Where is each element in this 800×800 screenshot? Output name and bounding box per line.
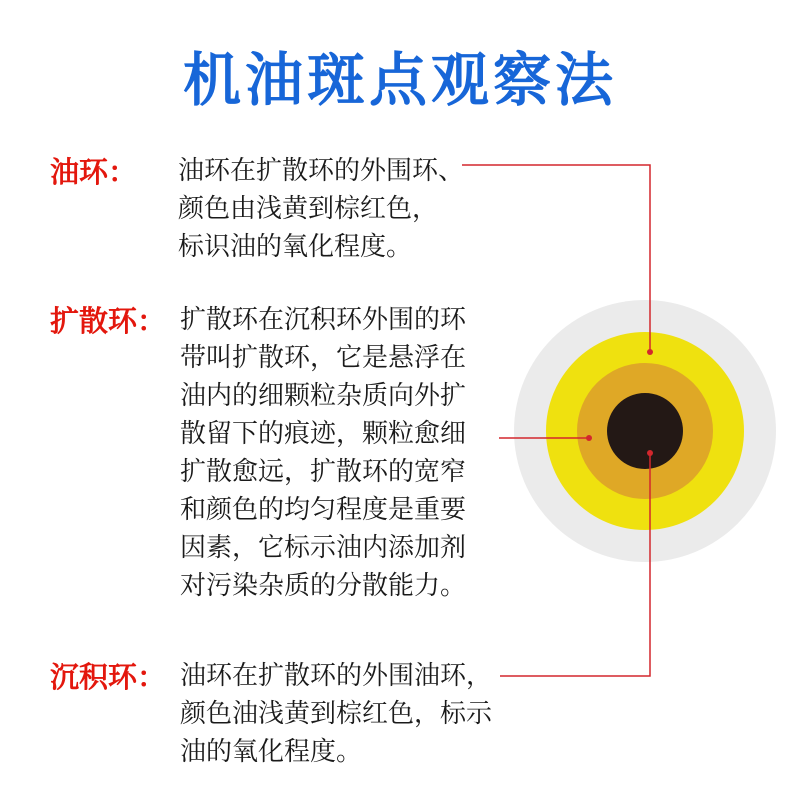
- oil-ring-description: 油环在扩散环的外围环、 颜色由浅黄到棕红色， 标识油的氧化程度。: [178, 156, 465, 262]
- outer-halo-circle: [514, 300, 776, 562]
- sediment-ring-description: 油环在扩散环的外围油环， 颜色油浅黄到棕红色，标示 油的氧化程度。: [180, 661, 493, 767]
- diffusion-ring-label: 扩散环：: [50, 304, 167, 338]
- diffusion-ring-circle: [577, 363, 713, 499]
- sediment-ring-leader-line: [500, 453, 650, 676]
- sediment-ring-label: 沉积环：: [50, 660, 167, 694]
- page-title: 机油斑点观察法: [182, 46, 617, 114]
- sediment-ring-leader-dot: [647, 450, 653, 456]
- oil-ring-leader-dot: [647, 349, 653, 355]
- sediment-core-circle: [607, 393, 683, 469]
- oil-ring-label: 油环：: [50, 155, 138, 189]
- diffusion-ring-leader-dot: [586, 435, 592, 441]
- diffusion-ring-description: 扩散环在沉积环外围的环 带叫扩散环，它是悬浮在 油内的细颗粒杂质向外扩 散留下的痕迹，颗粒愈细 扩散愈远，扩散环的宽窄 和颜色的均匀程度是重要 因素，它标示油内添加剂 对污染杂质的分散能力。: [180, 305, 467, 601]
- oil-ring-circle: [546, 332, 744, 530]
